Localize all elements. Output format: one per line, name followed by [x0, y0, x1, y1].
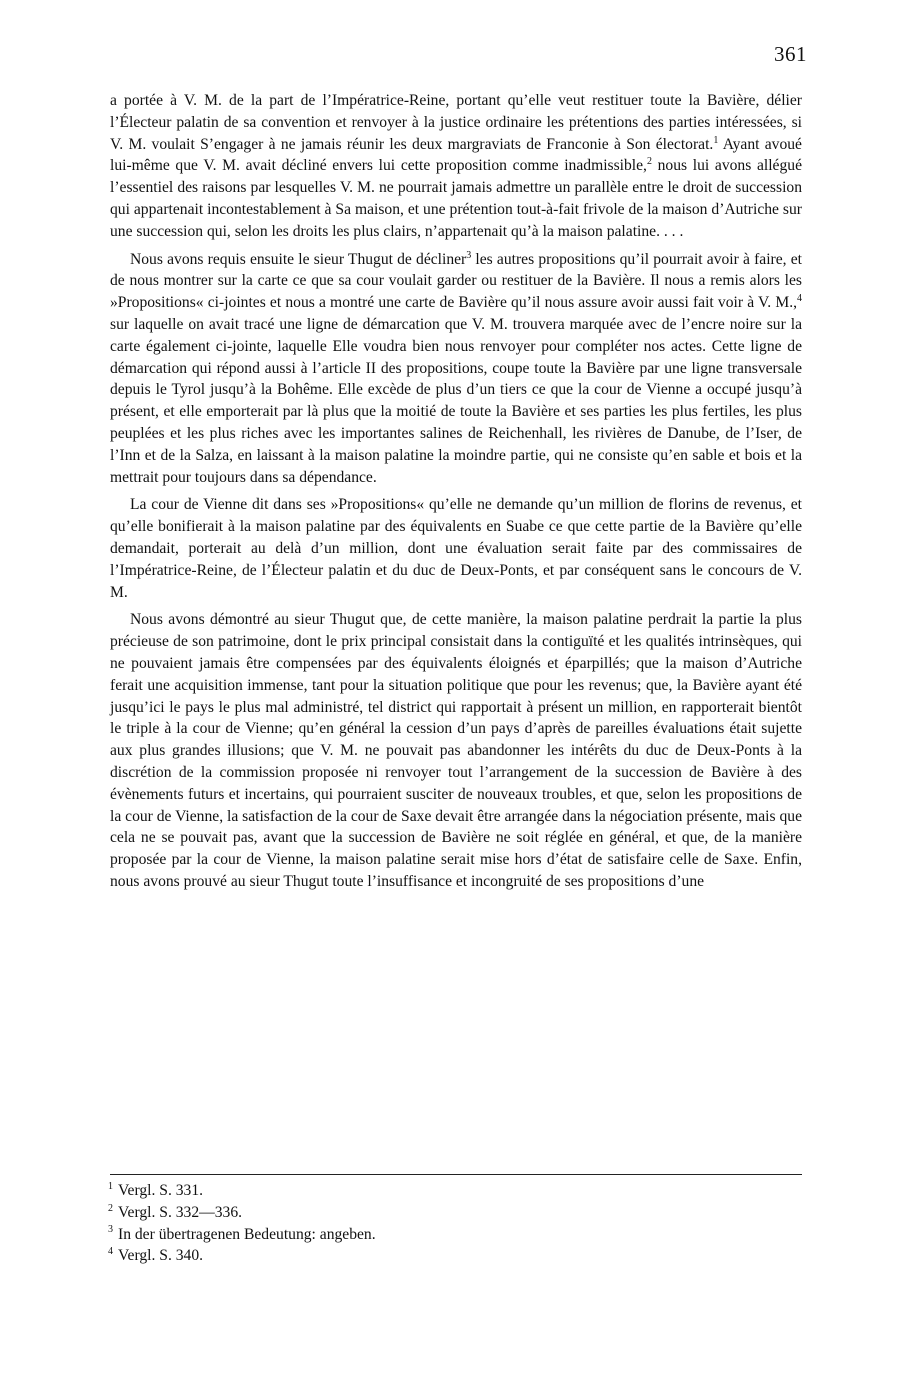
footnote-1 — [108, 1180, 800, 1202]
main-text — [110, 90, 802, 899]
footnote-text-4: Vergl. S. 340. — [118, 1247, 204, 1265]
paragraph-2-part-3: sur laquelle on avait tracé une ligne de démarcation que V. M. trouvera marquée avec de l’encre noire sur la carte également ci-jointe, laquelle Elle voudra bien nous renvoyer pour compléter nos actes. Cette ligne de démarcation qui répond aussi à l’article II des propositions, coupe toute la Bavière par une ligne transversale depuis le Tyrol jusqu’à la Bohême. Elle excède de plus d’un tiers ce que la cour de Vienne a occupé jusqu’à présent, et elle emporterait par là plus que la moitié de toute la Bavière et ses parties les plus fertiles, les plus peuplées et les plus riches avec les importantes salines de Reichenhall, les rivières de Danube, de l’Iser, de l’Inn et de la Salza, en laissant à la maison palatine la moindre partie, qui ne consiste qu’en sable et bois et la mettrait pour toujours dans sa dépendance. — [110, 315, 802, 486]
footnote-ref-4: 4 — [797, 292, 802, 304]
paragraph-1-part-1: a portée à V. M. de la part de l’Impératrice-Reine, portant qu’elle veut restituer toute la Bavière, délier l’Électeur palatin de sa convention et renvoyer à la justice ordinaire les prétentions des parties intéressées, si V. M. voulait S’engager à ne jamais réunir les deux margraviats de Franconie à Son électorat. — [110, 92, 802, 153]
footnote-mark-4: 4 — [108, 1246, 113, 1258]
footnote-divider — [110, 1174, 802, 1175]
footnote-ref-2: 2 — [646, 156, 652, 168]
footnotes — [108, 1180, 800, 1267]
footnote-text-3: In der übertragenen Bedeutung: angeben. — [118, 1225, 376, 1243]
paragraph-1 — [110, 90, 802, 243]
footnote-ref-1: 1 — [713, 134, 719, 146]
footnote-mark-3: 3 — [108, 1224, 113, 1236]
footnote-text-1: Vergl. S. 331. — [118, 1182, 204, 1199]
footnote-mark-1: 1 — [108, 1180, 113, 1192]
paragraph-2-part-2: les autres propositions qu’il pourrait avoir à faire, et de nous montrer sur la carte ce que sa cour voulait garder ou restituer de la Bavière. Il nous a remis alors les »Propositions« ci-jointes et nous a montré une carte de Bavière qu’il nous assure avoir aussi fait voir à V. M., — [110, 250, 802, 312]
paragraph-1-part-2: Ayant avoué lui-même que V. M. avait décliné envers lui cette proposition comme inadmissible, — [110, 135, 802, 175]
paragraph-2-part-1: Nous avons requis ensuite le sieur Thugut de décliner — [130, 250, 467, 268]
footnote-mark-2: 2 — [108, 1202, 113, 1214]
page-number: 361 — [774, 42, 807, 66]
footnote-ref-3: 3 — [466, 249, 472, 261]
paragraph-4: Nous avons démontré au sieur Thugut que, de cette manière, la maison palatine perdrait la partie la plus précieuse de son patrimoine, dont le prix principal consistait dans la contiguïté et les qualités intrinsèques, qui ne pouvaient jamais être compensées par des équivalents éloignés et éparpillés; que la maison d’Autriche ferait une acquisition immense, tant pour la situation politique que pour les revenus; que, la Bavière ayant été jusqu’ici le pays le plus mal administré, tel district qui rapportait à présent un million, en rapporterait bientôt le triple à la cour de Vienne; qu’en général la cession d’un pays d’après de pareilles évaluations était sujette aux plus grandes illusions; que V. M. ne pouvait pas abandonner les intérêts du duc de Deux-Ponts à la discrétion de la commission proposée ni renvoyer tout l’arrangement de la succession de Bavière à des évènements futurs et incertains, qui pourraient susciter de nouveaux troubles, et que, selon les propositions de la cour de Vienne, la satisfaction de la cour de Saxe devait être arrangée dans la négociation présente, mais que cela ne se pouvait pas, avant que la succession de Bavière ne soit réglée en général, et que, de la manière proposée par la cour de Vienne, la maison palatine serait mise hors d’état de satisfaire celle de Saxe. Enfin, nous avons prouvé au sieur Thugut toute l’insuffisance et incongruité de ses propositions d’une — [110, 611, 802, 890]
footnote-text-2: Vergl. S. 332—336. — [118, 1203, 243, 1221]
footnote-2 — [108, 1202, 800, 1224]
paragraph-1-part-3: nous lui avons allégué l’essentiel des raisons par lesquelles V. M. ne pourrait jamais admettre un parallèle entre le droit de succession qui appartenait incontestablement à Sa maison, et une prétention tout-à-fait frivole de la maison d’Autriche sur une succession qui, selon les droits les plus clairs, n’appartenait qu’à la maison palatine. . . . — [110, 157, 802, 240]
footnote-4 — [108, 1245, 800, 1267]
paragraph-2 — [110, 249, 802, 489]
footnote-3 — [108, 1224, 800, 1246]
paragraph-3: La cour de Vienne dit dans ses »Propositions« qu’elle ne demande qu’un million de florins de revenus, et qu’elle bonifierait à la maison palatine par des équivalents en Suabe ce que cette partie de la Bavière qu’elle demandait, porterait au delà d’un million, dont une évaluation serait faite par des commissaires de l’Impératrice-Reine, de l’Électeur palatin et du duc de Deux-Ponts, et par conséquent sans le concours de V. M. — [110, 496, 802, 601]
